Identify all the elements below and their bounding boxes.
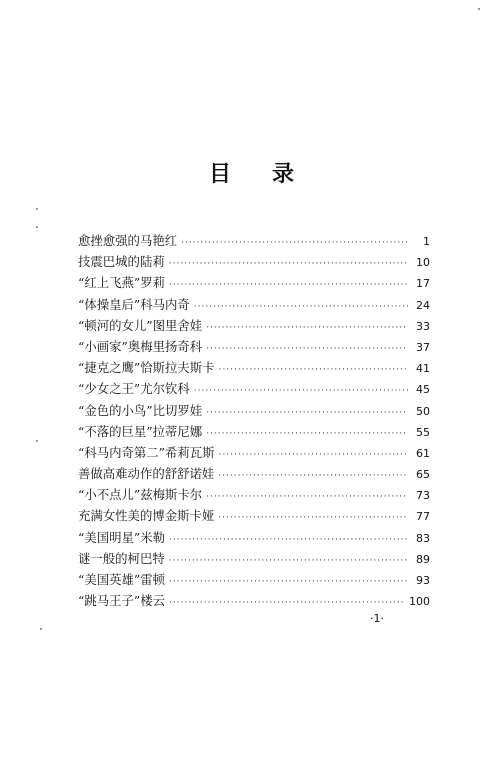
dot-leader [169,275,408,296]
dot-leader [169,551,408,572]
toc-entry-page: 55 [416,425,430,439]
toc-entry-title: “少女之王”尤尔钦科 [78,381,190,397]
toc-entry-page: 1 [423,235,430,248]
title-char-1: 目 [208,162,232,187]
toc-entry-page: 100 [409,595,430,609]
toc-entry-title: 善做高难动作的舒舒诺娃 [78,466,215,482]
toc-entry-title: “跳马王子”楼云 [78,593,166,609]
toc-entry-title: “美国明星”米勒 [78,529,166,545]
toc-entry-page: 83 [416,531,430,545]
toc-entry[interactable] [78,294,430,315]
toc-entry-page: 24 [416,298,430,312]
toc-entry-title: 技震巴城的陆莉 [78,254,165,270]
toc-entry-page: 41 [416,362,430,376]
table-of-contents [78,230,430,611]
toc-entry[interactable] [78,505,430,526]
page-number: ·1· [370,612,384,625]
toc-entry-title: “美国英雄”雷顿 [78,572,166,587]
toc-entry-page: 37 [416,340,430,354]
dot-leader [194,381,408,402]
toc-entry[interactable] [78,484,430,505]
dot-leader [181,233,408,254]
dot-leader [218,466,408,487]
scan-speck [36,208,38,210]
toc-entry[interactable] [78,548,430,569]
toc-entry[interactable] [78,357,430,378]
dot-leader [206,339,408,360]
toc-entry-page: 89 [416,552,430,566]
toc-entry-title: 愈挫愈强的马艳红 [78,233,178,248]
toc-entry[interactable] [78,400,430,421]
toc-entry-page: 33 [416,319,430,333]
scan-speck [40,628,42,630]
toc-entry[interactable] [78,569,430,590]
dot-leader [219,360,408,381]
dot-leader [194,297,408,318]
toc-entry-page: 73 [416,489,430,503]
toc-entry-title: “小不点儿”兹梅斯卡尔 [78,487,203,503]
toc-entry-title: “科马内奇第二”希莉瓦斯 [78,444,215,460]
toc-entry-title: “红上飞燕”罗莉 [78,275,166,291]
toc-entry[interactable] [78,251,430,272]
dot-leader [206,403,408,424]
toc-entry[interactable] [78,421,430,442]
toc-entry-page: 61 [416,446,430,460]
toc-entry[interactable] [78,590,430,611]
toc-entry-title: “小画家”奥梅里扬奇科 [78,338,203,354]
toc-entry-title: 谜一般的柯巴特 [78,550,165,566]
toc-entry[interactable] [78,527,430,548]
scan-speck [478,8,480,10]
scan-speck [36,226,38,228]
toc-entry[interactable] [78,336,430,357]
dot-leader [219,445,408,466]
dot-leader [206,487,408,508]
toc-entry[interactable] [78,272,430,293]
toc-entry-title: “体操皇后”科马内奇 [78,296,190,312]
toc-entry-page: 77 [416,510,430,524]
dot-leader [206,424,408,445]
title-char-2: 录 [272,162,296,187]
toc-entry[interactable] [78,378,430,399]
toc-entry[interactable] [78,442,430,463]
dot-leader [169,572,408,593]
toc-entry-page: 45 [416,383,430,397]
toc-entry-page: 10 [416,256,430,270]
dot-leader [169,254,408,275]
toc-entry-title: “金色的小鸟”比切罗娃 [78,402,203,418]
dot-leader [218,508,408,529]
scan-speck [36,440,38,442]
toc-entry-page: 65 [416,468,430,482]
dot-leader [169,530,408,551]
toc-entry-title: “顿河的女儿”图里舍娃 [78,317,203,333]
toc-entry-title: “捷克之鹰”恰斯拉夫斯卡 [78,360,215,376]
toc-entry-page: 93 [416,574,430,587]
dot-leader [206,318,408,339]
toc-entry-title: “不落的巨星”拉蒂尼娜 [78,423,203,439]
toc-entry[interactable] [78,315,430,336]
toc-entry-title: 充满女性美的博金斯卡娅 [78,508,215,524]
toc-entry-page: 17 [416,277,430,291]
toc-entry[interactable] [78,463,430,484]
toc-entry-page: 50 [416,404,430,418]
page-title [0,160,504,190]
toc-entry[interactable] [78,230,430,251]
